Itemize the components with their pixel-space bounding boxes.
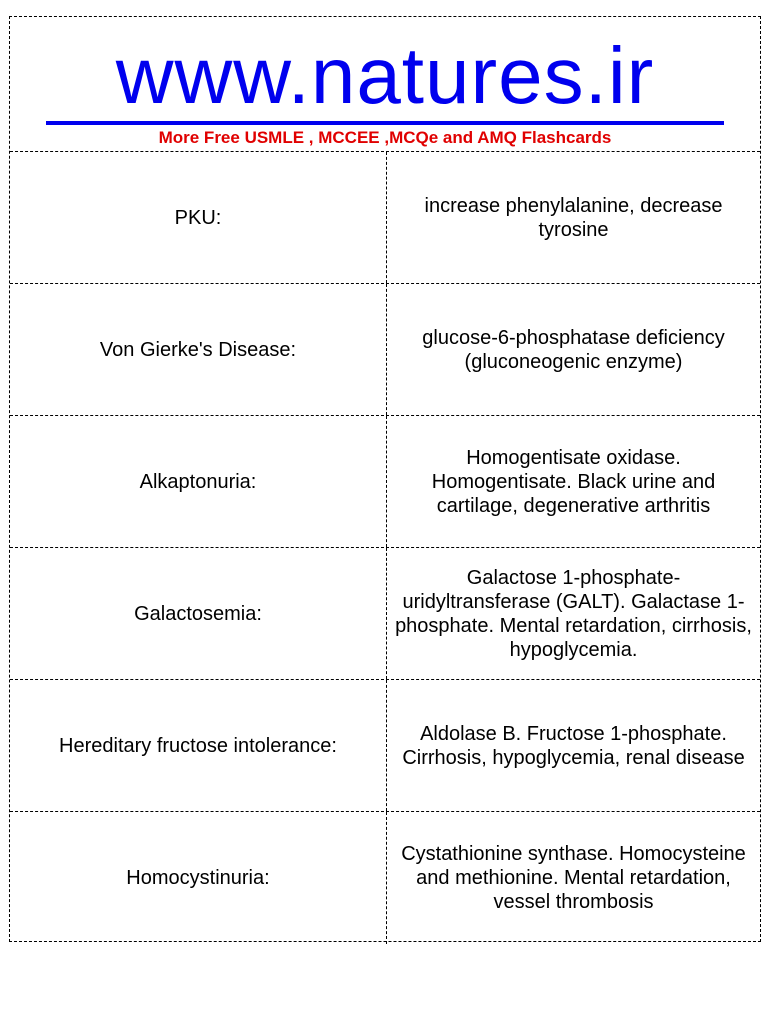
site-subtitle: More Free USMLE , MCCEE ,MCQe and AMQ Flashcards xyxy=(158,128,612,147)
flashcard-term: Homocystinuria: xyxy=(10,812,387,944)
flashcard-row xyxy=(10,416,760,548)
flashcard-row xyxy=(10,548,760,680)
flashcard-definition: Aldolase B. Fructose 1-phosphate. Cirrhosis, hypoglycemia, renal disease xyxy=(402,722,745,769)
flashcard-definition: Galactose 1-phosphate-uridyltransferase (GALT). Galactase 1-phosphate. Mental retardation, cirrhosis, hypoglycemia. xyxy=(395,566,752,661)
flashcard-term: Hereditary fructose intolerance: xyxy=(10,680,387,811)
flashcard-row xyxy=(10,284,760,416)
flashcard-row xyxy=(10,812,760,944)
flashcard-sheet xyxy=(9,16,761,942)
flashcard-row xyxy=(10,680,760,812)
flashcard-term: Alkaptonuria: xyxy=(10,416,387,547)
flashcard-row xyxy=(10,152,760,284)
sheet-header xyxy=(10,17,760,152)
flashcard-list xyxy=(10,152,760,944)
flashcard-term: Von Gierke's Disease: xyxy=(10,284,387,415)
site-title[interactable]: www.natures.ir xyxy=(115,31,655,120)
flashcard-definition: increase phenylalanine, decrease tyrosine xyxy=(424,194,723,241)
flashcard-term: PKU: xyxy=(10,152,387,283)
flashcard-definition: glucose-6-phosphatase deficiency (gluconeogenic enzyme) xyxy=(422,326,725,373)
flashcard-term: Galactosemia: xyxy=(10,548,387,679)
title-underline xyxy=(46,121,724,125)
flashcard-definition: Homogentisate oxidase. Homogentisate. Black urine and cartilage, degenerative arthritis xyxy=(431,446,716,517)
flashcard-definition: Cystathionine synthase. Homocysteine and methionine. Mental retardation, vessel thrombosis xyxy=(401,843,746,913)
